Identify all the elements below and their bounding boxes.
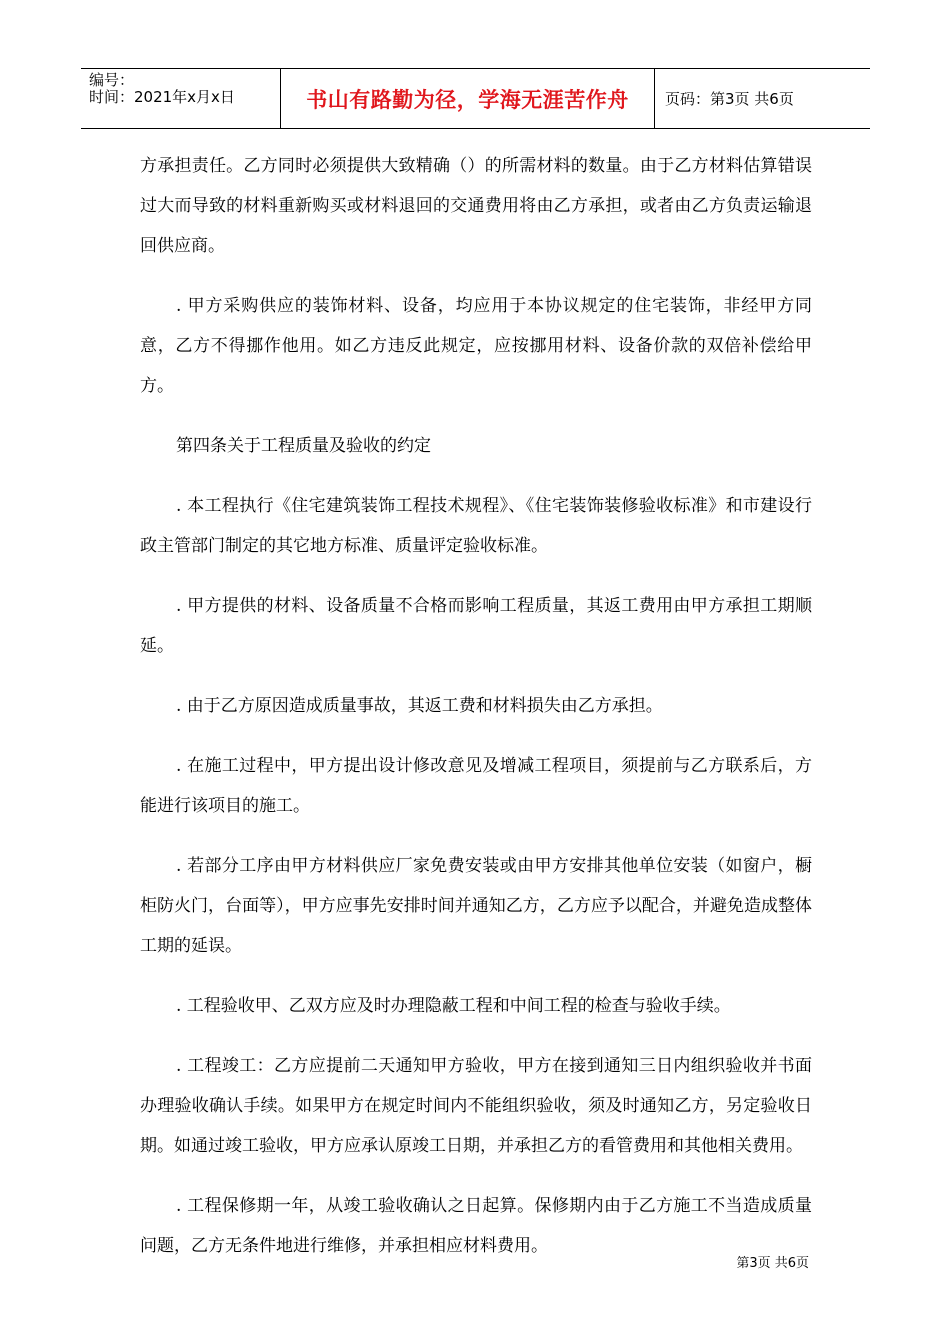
header-page-info: 页码：第3页 共6页 xyxy=(665,90,794,108)
header-motto: 书山有路勤为径，学海无涯苦作舟 xyxy=(281,69,655,128)
paragraph: . 本工程执行《住宅建筑装饰工程技术规程》、《住宅装饰装修验收标准》和市建设行政主管部门制定的其它地方标准、质量评定验收标准。 xyxy=(140,496,812,556)
paragraph: . 甲方提供的材料、设备质量不合格而影响工程质量，其返工费用由甲方承担工期顺延。 xyxy=(140,596,812,656)
document-number-label: 编号： xyxy=(89,71,135,89)
document-header xyxy=(81,68,870,129)
document-body xyxy=(140,146,812,1286)
paragraph: . 工程竣工：乙方应提前二天通知甲方验收，甲方在接到通知三日内组织验收并书面办理验收确认手续。如果甲方在规定时间内不能组织验收，须及时通知乙方，另定验收日期。如通过竣工验收，甲方应承认原竣工日期，并承担乙方的看管费用和其他相关费用。 xyxy=(140,1056,812,1156)
paragraph: . 若部分工序由甲方材料供应厂家免费安装或由甲方安排其他单位安装（如窗户，橱柜防火门，台面等），甲方应事先安排时间并通知乙方，乙方应予以配合，并避免造成整体工期的延误。 xyxy=(140,856,812,956)
footer-page-number: 第3页 共6页 xyxy=(736,1256,809,1271)
document-date-label: 时间：2021年x月x日 xyxy=(89,88,235,106)
paragraph: . 由于乙方原因造成质量事故，其返工费和材料损失由乙方承担。 xyxy=(176,696,663,716)
header-meta xyxy=(81,69,281,128)
paragraph: . 工程保修期一年，从竣工验收确认之日起算。保修期内由于乙方施工不当造成质量问题，乙方无条件地进行维修，并承担相应材料费用。 xyxy=(140,1196,812,1256)
paragraph: . 工程验收甲、乙双方应及时办理隐蔽工程和中间工程的检查与验收手续。 xyxy=(176,996,731,1016)
section-heading: 第四条关于工程质量及验收的约定 xyxy=(176,436,431,456)
paragraph: . 在施工过程中，甲方提出设计修改意见及增减工程项目，须提前与乙方联系后，方能进行该项目的施工。 xyxy=(140,756,812,816)
paragraph: 方承担责任。乙方同时必须提供大致精确（）的所需材料的数量。由于乙方材料估算错误过大而导致的材料重新购买或材料退回的交通费用将由乙方承担，或者由乙方负责运输退回供应商。 xyxy=(140,156,812,256)
paragraph: . 甲方采购供应的装饰材料、设备，均应用于本协议规定的住宅装饰，非经甲方同意，乙方不得挪作他用。如乙方违反此规定，应按挪用材料、设备价款的双倍补偿给甲方。 xyxy=(140,296,812,396)
